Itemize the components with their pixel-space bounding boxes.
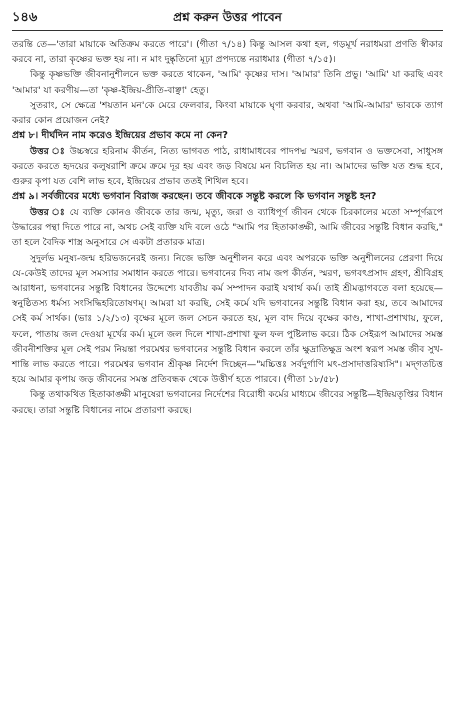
paragraph-text: তরন্তি তে—'তারা মায়াকে অতিক্রম করতে পারে'। (গীতা ৭/১৪) কিন্তু আসল কথা হল, গড়মূর্খ নরাধমরা প্রণতি স্বীকার করবে না, তারা কৃষ্ণের ভক্ত হয় না। ন মাং দুষ্কৃতিনো মূঢ়া প্রপদ্যন্তে নরাধমাঃ (গীতা ৭/১৫)। bbox=[12, 39, 443, 66]
body-paragraph bbox=[12, 37, 443, 67]
body-paragraph bbox=[12, 251, 443, 388]
paragraph-text: কিন্তু কৃষ্ণভক্তি জীবনানুশীলনে ভক্ত করতে থাকেন, 'আমি' কৃষ্ণের দাস। 'আমার' তিনি প্রভু। 'আমি' যা করছি এবং 'আমার' যা করণীয়—তা 'কৃষ্ণ-ইন্দ্রিয়-প্রীতি-বাঞ্ছা' হেতু। bbox=[12, 69, 443, 96]
body-paragraph bbox=[12, 67, 443, 97]
body-paragraph bbox=[12, 387, 443, 417]
body-paragraph bbox=[12, 98, 443, 128]
paragraph-text: উচ্চস্বরে হরিনাম কীর্তন, নিত্য ভাগবত পাঠ, রাধামাধবের পাদপদ্ম স্মরণ, ভগবান ও ভক্তসেবা, সাধুসঙ্গ করতে করতে হৃদয়ের কলুষরাশি ক্রমে ক্রমে দূর হয় এবং জড় বিষয়ে মন বিচলিত হয় না। আমাদের ভক্তি যত শুদ্ধ হবে, গুরুর কৃপা যত বেশি লাভ হবে, ইন্দ্রিয়ের প্রভাব ততই শিথিল হবে। bbox=[12, 145, 443, 188]
answer-paragraph bbox=[12, 144, 443, 190]
paragraph-text: সর্বজীবের মধ্যে ভগবান বিরাজ করছেন। তবে জীবকে সন্তুষ্ট করলে কি ভগবান সন্তুষ্ট হন? bbox=[41, 191, 377, 203]
question-label: প্রশ্ন ৯। bbox=[12, 191, 39, 203]
paragraph-text: সুদুর্লভ মনুষ্য-জন্ম হরিভজনেরই জন্য। নিজে ভক্তি অনুশীলন করে এবং অপরকে ভক্তি অনুশীলনের প্রেরণা দিয়ে যে-কেউই তাদের মূল সমস্যার সমাধান করতে পারে। ভগবানের দিব্য নাম জপ কীর্তন, স্মরণ, ভগবৎপ্রসাদ গ্রহণ, শ্রীবিগ্রহ আরাধনা, ভগবানের সন্তুষ্টি বিধানের উদ্দেশ্যে যাবতীয় কর্ম সম্পাদন করাই যথার্থ কর্ম। তাই শ্রীমদ্ভাগবতে বলা হয়েছে—স্বনুষ্ঠিতস্য ধর্মস্য সংসিদ্ধিহরিতোষণম্। আমরা যা করছি, সেই কর্মে যদি ভগবানের সন্তুষ্টি বিধান করা হয়, তবে আমাদের সেই কর্ম সার্থক। (ভাঃ ১/২/১৩) বৃক্ষের মূলে জল সেচন করতে হয়, মূল বাদ দিয়ে বৃক্ষের কাণ্ড, শাখা-প্রশাখায়, ফুলে, ফলে, পাতায় জল দেওয়া মূর্খের কর্ম। মূলে জল দিলে শাখা-প্রশাখা ফুল ফল পুষ্টিলাভ করে। ঠিক সেইরূপ আমাদের সমস্ত জীবনীশক্তির মূল সেই পরম নিয়ন্তা পরমেশ্বর ভগবানের সন্তুষ্টি বিধান করলে তাঁর ক্ষুদ্রাতিক্ষুদ্র অংশ স্বরূপ সমস্ত জীব সুখ-শান্তি লাভ করতে পারে। পরমেশ্বর ভগবান শ্রীকৃষ্ণ নির্দেশ দিচ্ছেন—"মচ্চিত্তঃ সর্বদুর্গাণি মৎ-প্রসাদাত্তরিষ্যসি"। মদ্‌গতচিত্ত হয়ে আমার কৃপায় জড় জীবনের সমস্ত প্রতিবন্ধক থেকে উত্তীর্ণ হতে পারবে। (গীতা ১৮/৫৮) bbox=[12, 252, 443, 386]
paragraph-text: সুতরাং, সে ক্ষেত্রে 'শয়তান মন'কে মেরে ফেলবার, কিংবা মায়াকে ঘৃণা করবার, অথবা 'আমি-আমার' ভাবকে ত্যাগ করার কোন প্রয়োজন নেই? bbox=[12, 99, 443, 127]
question-paragraph bbox=[12, 189, 443, 205]
page-header bbox=[12, 8, 443, 31]
page-body bbox=[12, 37, 443, 418]
paragraph-text: দীর্ঘদিন নাম করেও ইন্দ্রিয়ের প্রভাব কমে না কেন? bbox=[41, 130, 228, 142]
question-paragraph bbox=[12, 128, 443, 144]
answer-label: উত্তর ঃ bbox=[30, 145, 66, 157]
paragraph-text: কিন্তু তথাকথিত হিতাকাঙ্ক্ষী মানুষেরা ভগবানের নির্দেশের বিরোধী কর্মের মাধ্যমে জীবের সন্তুষ্টি—ইন্দ্রিয়তৃপ্তির বিধান করছে। তারা সন্তুষ্টি বিধানের নামে প্রতারণা করছে। bbox=[12, 389, 443, 416]
running-title: প্রশ্ন করুন উত্তর পাবেন bbox=[173, 10, 282, 24]
page-number: ১৪৬ bbox=[12, 10, 38, 25]
answer-label: উত্তর ঃ bbox=[30, 207, 66, 219]
paragraph-text: যে ব্যক্তি কোনও জীবকে তার জন্ম, মৃত্যু, জরা ও ব্যাধিপূর্ণ জীবন থেকে চিরকালের মতো সম্পূর্ণরূপে উদ্ধারের পন্থা দিতে পারে না, অথচ সেই ব্যক্তি যদি বলে ওঠে "আমি পর হিতাকাঙ্ক্ষী, আমি জীবের সন্তুষ্টি বিধান করছি," তা হলে বৈদিক শাস্ত্র অনুসারে সে একটা প্রতারক মাত্র। bbox=[12, 207, 444, 249]
answer-paragraph bbox=[12, 205, 443, 251]
question-label: প্রশ্ন ৮। bbox=[12, 130, 39, 142]
